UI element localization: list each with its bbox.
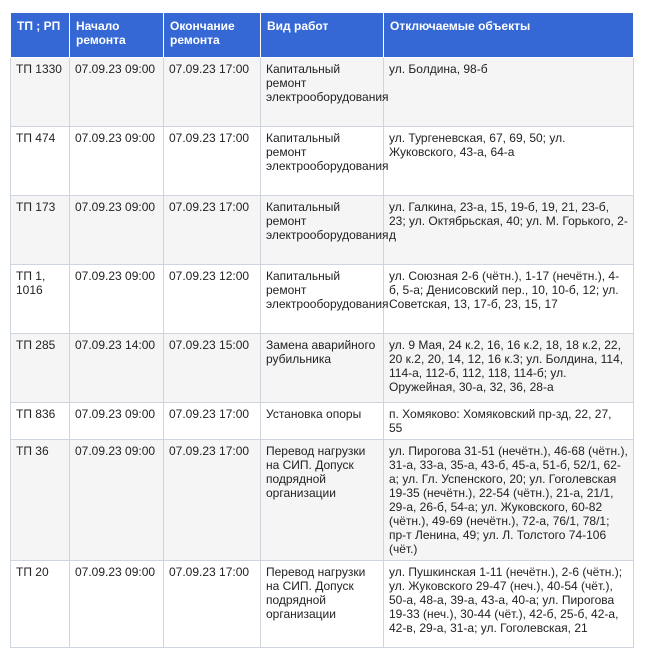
- table-header-row: [11, 13, 634, 58]
- cell-work: Капитальный ремонт электрооборудования: [261, 127, 384, 196]
- cell-work: Установка опоры: [261, 403, 384, 440]
- table-row: [11, 334, 634, 403]
- cell-end: 07.09.23 12:00: [164, 265, 261, 334]
- cell-end: 07.09.23 17:00: [164, 561, 261, 648]
- header-work: Вид работ: [261, 13, 384, 58]
- cell-end: 07.09.23 15:00: [164, 334, 261, 403]
- table-row: [11, 403, 634, 440]
- cell-start: 07.09.23 09:00: [70, 58, 164, 127]
- cell-work: Капитальный ремонт электрооборудования: [261, 196, 384, 265]
- cell-objects: ул. Пушкинская 1-11 (нечётн.), 2-6 (чётн.); ул. Жуковского 29-47 (неч.), 40-54 (чёт.), 50-а, 48-а, 39-а, 43-а, 40-а; ул. Пирогова 19-33 (неч.), 30-44 (чёт.), 42-б, 25-б, 42-а, 42-в, 29-а, 31-а; ул. Гоголевская, 21: [384, 561, 634, 648]
- cell-end: 07.09.23 17:00: [164, 440, 261, 561]
- cell-end: 07.09.23 17:00: [164, 196, 261, 265]
- outage-schedule: [10, 12, 633, 648]
- cell-objects: п. Хомяково: Хомяковский пр-зд, 22, 27, 55: [384, 403, 634, 440]
- header-objects: Отключаемые объекты: [384, 13, 634, 58]
- cell-work: Перевод нагрузки на СИП. Допуск подрядной организации: [261, 561, 384, 648]
- cell-objects: ул. Тургеневская, 67, 69, 50; ул. Жуковского, 43-а, 64-а: [384, 127, 634, 196]
- cell-start: 07.09.23 14:00: [70, 334, 164, 403]
- cell-tp: ТП 285: [11, 334, 70, 403]
- cell-work: Капитальный ремонт электрооборудования: [261, 58, 384, 127]
- table-row: [11, 196, 634, 265]
- table-row: [11, 127, 634, 196]
- cell-objects: ул. Союзная 2-6 (чётн.), 1-17 (нечётн.), 4-б, 5-а; Денисовский пер., 10, 10-б, 12; ул. Советская, 13, 17-б, 23, 15, 17: [384, 265, 634, 334]
- outage-table: [10, 12, 634, 648]
- cell-start: 07.09.23 09:00: [70, 196, 164, 265]
- cell-tp: ТП 20: [11, 561, 70, 648]
- cell-start: 07.09.23 09:00: [70, 265, 164, 334]
- cell-tp: ТП 836: [11, 403, 70, 440]
- cell-work: Замена аварийного рубильника: [261, 334, 384, 403]
- table-row: [11, 440, 634, 561]
- cell-start: 07.09.23 09:00: [70, 127, 164, 196]
- header-start: Начало ремонта: [70, 13, 164, 58]
- cell-end: 07.09.23 17:00: [164, 58, 261, 127]
- cell-start: 07.09.23 09:00: [70, 561, 164, 648]
- cell-objects: ул. Галкина, 23-а, 15, 19-б, 19, 21, 23-б, 23; ул. Октябрьская, 40; ул. М. Горького, 2-д: [384, 196, 634, 265]
- cell-end: 07.09.23 17:00: [164, 403, 261, 440]
- cell-objects: ул. Пирогова 31-51 (нечётн.), 46-68 (чётн.), 31-а, 33-а, 35-а, 43-б, 45-а, 51-б, 52/1, 62-а; ул. Гл. Успенского, 20; ул. Гоголевская 19-35 (нечётн.), 22-54 (чётн.), 21-а, 21/1, 29-а, 26-б, 54-а; ул. Жуковского, 60-82 (чётн.), 49-69 (нечётн.), 72-а, 76/1, 78/1; пр-т Ленина, 49; ул. Л. Толстого 74-106 (чёт.): [384, 440, 634, 561]
- cell-objects: ул. 9 Мая, 24 к.2, 16, 16 к.2, 18, 18 к.2, 22, 20 к.2, 20, 14, 12, 16 к.3; ул. Болдина, 114, 114-а, 112-б, 112, 118, 114-б; ул. Оружейная, 30-а, 32, 36, 28-а: [384, 334, 634, 403]
- header-tp: ТП ; РП: [11, 13, 70, 58]
- cell-objects: ул. Болдина, 98-б: [384, 58, 634, 127]
- cell-start: 07.09.23 09:00: [70, 440, 164, 561]
- cell-tp: ТП 173: [11, 196, 70, 265]
- cell-start: 07.09.23 09:00: [70, 403, 164, 440]
- cell-end: 07.09.23 17:00: [164, 127, 261, 196]
- cell-work: Перевод нагрузки на СИП. Допуск подрядной организации: [261, 440, 384, 561]
- table-row: [11, 265, 634, 334]
- cell-tp: ТП 1330: [11, 58, 70, 127]
- cell-tp: ТП 36: [11, 440, 70, 561]
- table-row: [11, 561, 634, 648]
- cell-tp: ТП 474: [11, 127, 70, 196]
- cell-tp: ТП 1, 1016: [11, 265, 70, 334]
- cell-work: Капитальный ремонт электрооборудования: [261, 265, 384, 334]
- table-row: [11, 58, 634, 127]
- header-end: Окончание ремонта: [164, 13, 261, 58]
